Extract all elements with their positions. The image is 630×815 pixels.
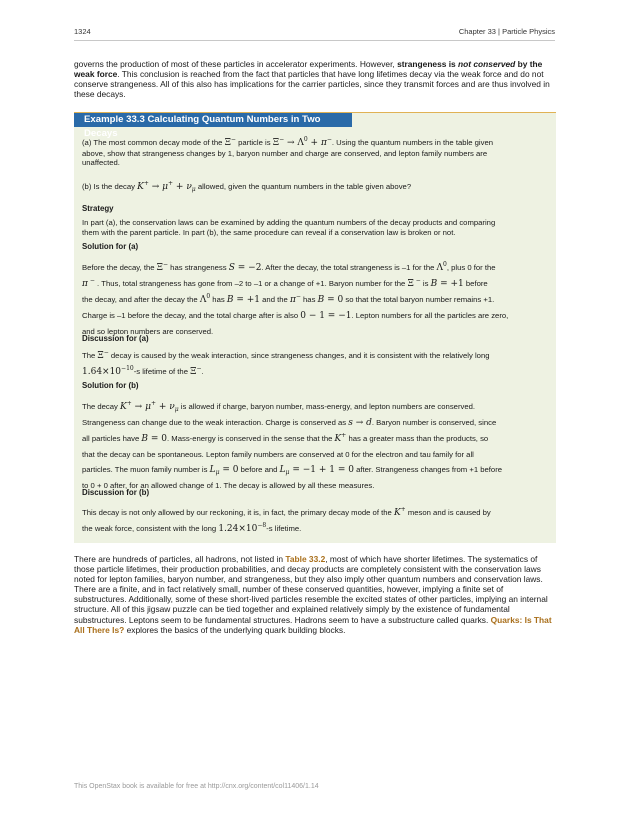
strategy-text: In part (a), the conservation laws can be examined by adding the quantum numbers of the decay products and comparing them with the parent particle. In part (b), the same procedure can reveal if a conservation law is broken or not.: [82, 218, 496, 237]
solution-a-heading: Solution for (a): [82, 242, 139, 251]
solution-b-text: The decay $K^+ \to \mu^+ + \nu_\mu$ is allowed if charge, baryon number, mass-energy, and lepton numbers are conserved. Strangeness can change due to the weak interaction. Charge is conserved as s → d. Baryon number is conserved, since all particles have B = 0. Mass-energy is conserved in the sense that the K+ has a greater mass than the products, so that the decay can be spontaneous. Lepton family numbers are conserved at 0 for the electron and tau family for all particles. The muon family number is $L_\mu = 0$ before and $L_\mu = -1 + 1 = 0$ after. Strangeness changes from +1 before to 0 + 0 after, for an allowed change of 1. The decay is allowed by all these measures.: [82, 400, 503, 490]
example-box: [74, 112, 556, 543]
discussion-b-heading: Discussion for (b): [82, 488, 150, 497]
discussion-b-text: This decay is not only allowed by our reckoning, it is, in fact, the primary decay mode of the K+ meson and is caused by the weak force, consistent with the long $1.24\times 10^{-8}-s$ lifetime.: [82, 506, 491, 534]
example-title: Example 33.3 Calculating Quantum Numbers in Two Decays: [74, 113, 352, 127]
quarks-section-link[interactable]: Quarks: Is That All There Is?: [74, 614, 552, 635]
footer-notice: This OpenStax book is available for free at http://cnx.org/content/col11406/1.14: [74, 783, 319, 790]
solution-a-text: Before the decay, the Ξ− has strangeness S = −2. After the decay, the total strangeness is –1 for the $\Lambda^0$, plus 0 for the π − . Thus, total strangeness has gone from –2 to –1 or a change of +1. Baryon number for the Ξ − is B = +1 before the decay, and after the decay the $\Lambda^0$ has B = +1 and the π− has B = 0 so that the total baryon number remains +1. Charge is –1 before the decay, and the total charge after is also 0 − 1 = −1. Lepton numbers for all the particles are zero, and so lepton numbers are conserved.: [82, 261, 509, 336]
header-divider: [74, 40, 555, 41]
solution-b-heading: Solution for (b): [82, 381, 139, 390]
intro-paragraph: governs the production of most of these particles in accelerator experiments. However, strangeness is not conserved by the weak force. This conclusion is reached from the fact that particles that have long lifetimes decay via the weak force and do not conserve strangeness. All of this also has implications for the carrier particles, since they transmit forces and are thus involved in these decays.: [74, 59, 550, 100]
page-number: 1324: [74, 27, 91, 36]
table-33-2-link[interactable]: Table 33.2: [285, 554, 326, 564]
chapter-title: Chapter 33 | Particle Physics: [458, 27, 555, 36]
discussion-a-heading: Discussion for (a): [82, 334, 149, 343]
closing-paragraph: There are hundreds of particles, all hadrons, not listed in Table 33.2, most of which have shorter lifetimes. The systematics of those particle lifetimes, their production probabilities, and decay products are completely consistent with the conservation laws noted for lepton families, baryon number, and strangeness, but they also imply other quantum numbers and conservation laws. There are a finite, and in fact relatively small, number of these conserved quantities, however, implying a finite set of substructures. Additionally, some of these short-lived particles resemble the excited states of other particles, implying an internal structure. All of this jigsaw puzzle can be tied together and explained relatively simply by the existence of fundamental substructures. Leptons seem to be fundamental structures. Hadrons seem to have a substructure called quarks. Quarks: Is That All There Is? explores the basics of the underlying quark building blocks.: [74, 554, 552, 635]
strategy-heading: Strategy: [82, 204, 114, 213]
question-b: (b) Is the decay $K^+ \to \mu^+ + \nu_\mu$ allowed, given the quantum numbers in the table given above?: [82, 180, 412, 193]
question-a: (a) The most common decay mode of the Ξ− particle is $\Xi^- \to \Lambda^0 + \pi^-$. Using the quantum numbers in the table given above, show that strangeness changes by 1, baryon number and charge are conserved, and lepton family numbers are unaffected.: [82, 136, 494, 168]
discussion-a-text: The Ξ− decay is caused by the weak interaction, since strangeness changes, and it is consistent with the relatively long $1.64\times 10^{-10}-s$ lifetime of the Ξ−.: [82, 349, 490, 377]
